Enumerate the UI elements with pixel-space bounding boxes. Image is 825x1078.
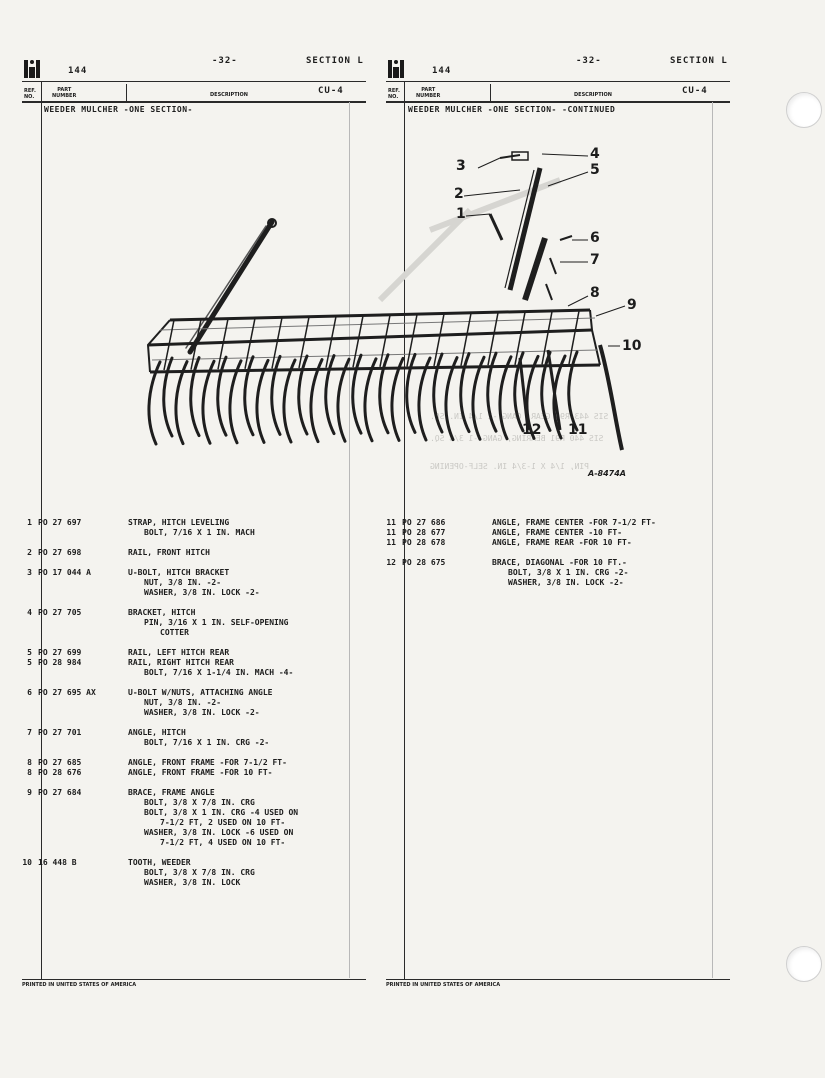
ref-number: 5 <box>27 648 32 657</box>
part-description: U-BOLT W/NUTS, ATTACHING ANGLE <box>128 688 273 697</box>
part-description: BRACE, FRAME ANGLE <box>128 788 215 797</box>
part-number: PO 28 678 <box>402 538 446 547</box>
subsection-number: 144 <box>68 66 88 76</box>
weeder-tooth <box>176 362 187 444</box>
footer-imprint: PRINTED IN UNITED STATES OF AMERICA <box>386 982 501 988</box>
part-description: BRACE, DIAGONAL -FOR 10 FT.- <box>492 558 627 567</box>
part-number: PO 27 698 <box>38 548 82 557</box>
column-header-ref: REF. NO. <box>388 88 400 100</box>
frame-cross-member <box>569 311 579 364</box>
weeder-tooth <box>191 358 199 436</box>
bleed-through-text: PIN, 1/4 X 1-3/4 IN. SELF-OPENING <box>430 462 589 471</box>
part-sub-description: PIN, 3/16 X 1 IN. SELF-OPENING <box>144 618 289 627</box>
part-sub-description: BOLT, 3/8 X 1 IN. CRG -4 USED ON <box>144 808 299 817</box>
ref-number: 10 <box>22 858 32 867</box>
catalog-code: CU-4 <box>318 86 344 96</box>
part-number: PO 27 695 AX <box>38 688 96 697</box>
callout-6: 6 <box>590 230 600 246</box>
ref-number: 11 <box>386 538 396 547</box>
ref-number: 4 <box>27 608 32 617</box>
weeder-tooth <box>245 357 253 435</box>
part-sub-description: BOLT, 7/16 X 1-1/4 IN. MACH -4- <box>144 668 294 677</box>
catalog-code: CU-4 <box>682 86 708 96</box>
frame-cross-member <box>164 320 174 370</box>
section-title: WEEDER MULCHER -ONE SECTION- -CONTINUED <box>408 105 616 114</box>
part-description: ANGLE, FRONT FRAME -FOR 10 FT- <box>128 768 273 777</box>
column-header-desc: DESCRIPTION <box>210 92 248 98</box>
page-number: -32- <box>576 56 602 66</box>
ref-number: 6 <box>27 688 32 697</box>
callout-12: 12 <box>522 422 542 438</box>
part-number: PO 27 685 <box>38 758 82 767</box>
part-number: PO 27 699 <box>38 648 82 657</box>
frame-cross-member <box>353 316 363 367</box>
weeder-tooth <box>407 354 415 432</box>
figure-id: A-8474A <box>588 469 626 478</box>
part-description: RAIL, FRONT HITCH <box>128 548 210 557</box>
weeder-tooth <box>218 357 226 435</box>
part-number: PO 17 044 A <box>38 568 91 577</box>
weeder-tooth <box>326 356 334 434</box>
weeder-tooth <box>353 355 361 433</box>
part-number: 16 448 B <box>38 858 77 867</box>
weeder-tooth <box>284 360 295 442</box>
weeder-tooth <box>419 358 430 440</box>
part-description: BRACKET, HITCH <box>128 608 196 617</box>
frame-cross-member <box>272 318 282 369</box>
part-number: PO 28 675 <box>402 558 446 567</box>
weeder-tooth <box>554 356 565 438</box>
frame-cross-member <box>461 313 471 365</box>
column-header-part: PART NUMBER <box>52 87 77 99</box>
ref-number: 8 <box>27 768 32 777</box>
part-description: ANGLE, FRAME CENTER -FOR 7-1/2 FT- <box>492 518 656 527</box>
part-number: PO 27 701 <box>38 728 82 737</box>
weeder-tooth <box>473 357 484 439</box>
part-sub-description: BOLT, 3/8 X 1 IN. CRG -2- <box>508 568 629 577</box>
ref-number: 7 <box>27 728 32 737</box>
part-description: ANGLE, HITCH <box>128 728 186 737</box>
callout-4: 4 <box>590 146 600 162</box>
frame-cross-member <box>488 313 498 365</box>
frame-cross-member <box>299 317 309 368</box>
callout-2: 2 <box>454 186 464 202</box>
weeder-tooth <box>164 358 172 436</box>
frame-cross-member <box>380 315 390 367</box>
callout-3: 3 <box>456 158 466 174</box>
weeder-tooth <box>272 356 280 434</box>
ref-number: 3 <box>27 568 32 577</box>
part-sub-description: BOLT, 3/8 X 7/8 IN. CRG <box>144 798 255 807</box>
ref-number: 9 <box>27 788 32 797</box>
part-sub-description: BOLT, 3/8 X 7/8 IN. CRG <box>144 868 255 877</box>
part-description: ANGLE, FRAME REAR -FOR 10 FT- <box>492 538 632 547</box>
part-sub-description: BOLT, 7/16 X 1 IN. CRG -2- <box>144 738 270 747</box>
binder-hole-bottom <box>786 946 822 982</box>
section-title: WEEDER MULCHER -ONE SECTION- <box>44 105 193 114</box>
frame-cross-member <box>407 315 417 367</box>
section-label: SECTION L <box>306 56 364 66</box>
callout-7: 7 <box>590 252 600 268</box>
weeder-tooth <box>500 357 511 439</box>
weeder-tooth <box>230 361 241 443</box>
ih-logo-icon <box>24 60 40 78</box>
part-description: STRAP, HITCH LEVELING <box>128 518 230 527</box>
weeder-tooth <box>392 358 403 440</box>
frame-cross-member <box>326 316 336 367</box>
part-number: PO 27 684 <box>38 788 82 797</box>
frame-cross-member <box>245 318 255 369</box>
bleed-through-text: SIS 440 R91 BEARING, GANG -1 3/4 SQ. <box>430 434 604 443</box>
footer-imprint: PRINTED IN UNITED STATES OF AMERICA <box>22 982 137 988</box>
part-sub-description: NUT, 3/8 IN. -2- <box>144 698 222 707</box>
part-number: PO 27 697 <box>38 518 82 527</box>
part-number: PO 28 676 <box>38 768 82 777</box>
callout-5: 5 <box>590 162 600 178</box>
bleed-through-text: SIS 443 R91 GEAR, GANG -1 1/4 IN. SQ. <box>430 412 609 421</box>
weeder-tooth <box>257 360 268 442</box>
binder-hole-top <box>786 92 822 128</box>
weeder-tooth <box>380 355 388 433</box>
weeder-tooth <box>311 360 322 442</box>
part-sub-description: WASHER, 3/8 IN. LOCK <box>144 878 241 887</box>
column-header-desc: DESCRIPTION <box>574 92 612 98</box>
frame-cross-member <box>434 314 444 366</box>
callout-10: 10 <box>622 338 642 354</box>
weeder-tooth <box>365 359 376 441</box>
ref-number: 11 <box>386 528 396 537</box>
part-sub-description: WASHER, 3/8 IN. LOCK -6 USED ON <box>144 828 294 837</box>
weeder-tooth <box>299 356 307 434</box>
callout-1: 1 <box>456 206 466 222</box>
weeder-tooth <box>338 359 349 441</box>
part-description: TOOTH, WEEDER <box>128 858 191 867</box>
page-number: -32- <box>212 56 238 66</box>
callout-8: 8 <box>590 285 600 301</box>
column-header-ref: REF. NO. <box>24 88 36 100</box>
ref-number: 11 <box>386 518 396 527</box>
frame-cross-member <box>191 319 201 369</box>
part-description: RAIL, RIGHT HITCH REAR <box>128 658 234 667</box>
frame-cross-member <box>542 312 552 365</box>
part-sub-description: 7-1/2 FT, 4 USED ON 10 FT- <box>160 838 286 847</box>
part-sub-description: 7-1/2 FT, 2 USED ON 10 FT- <box>160 818 286 827</box>
part-description: U-BOLT, HITCH BRACKET <box>128 568 230 577</box>
ref-number: 8 <box>27 758 32 767</box>
part-sub-description: WASHER, 3/8 IN. LOCK -2- <box>144 708 260 717</box>
weeder-tooth <box>149 362 160 444</box>
part-number: PO 28 677 <box>402 528 446 537</box>
part-sub-description: COTTER <box>160 628 189 637</box>
part-number: PO 27 686 <box>402 518 446 527</box>
frame-cross-member <box>218 319 228 369</box>
weeder-tooth <box>446 358 457 440</box>
ref-number: 2 <box>27 548 32 557</box>
part-description: ANGLE, FRAME CENTER -10 FT- <box>492 528 623 537</box>
column-header-part: PART NUMBER <box>416 87 441 99</box>
callout-11: 11 <box>568 422 588 438</box>
section-label: SECTION L <box>670 56 728 66</box>
callout-9: 9 <box>627 297 637 313</box>
ref-number: 1 <box>27 518 32 527</box>
weeder-tooth <box>203 361 214 443</box>
subsection-number: 144 <box>432 66 452 76</box>
part-sub-description: BOLT, 7/16 X 1 IN. MACH <box>144 528 255 537</box>
part-sub-description: WASHER, 3/8 IN. LOCK -2- <box>508 578 624 587</box>
ref-number: 5 <box>27 658 32 667</box>
part-description: RAIL, LEFT HITCH REAR <box>128 648 230 657</box>
part-description: ANGLE, FRONT FRAME -FOR 7-1/2 FT- <box>128 758 287 767</box>
ref-number: 12 <box>386 558 396 567</box>
part-sub-description: WASHER, 3/8 IN. LOCK -2- <box>144 588 260 597</box>
part-number: PO 27 705 <box>38 608 82 617</box>
part-number: PO 28 984 <box>38 658 82 667</box>
part-sub-description: NUT, 3/8 IN. -2- <box>144 578 222 587</box>
ih-logo-icon <box>388 60 404 78</box>
frame-cross-member <box>515 312 525 365</box>
